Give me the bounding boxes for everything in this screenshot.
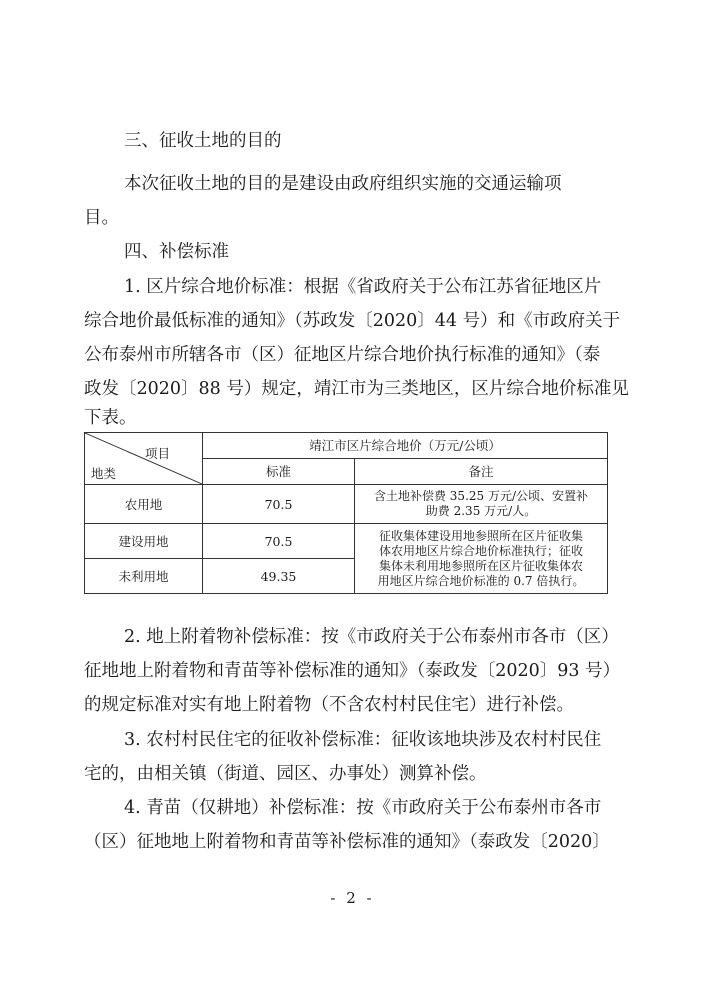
table-header-note: 备注	[355, 459, 608, 485]
item-3-line-1: 3. 农村村民住宅的征收补偿标准：征收该地块涉及农村村民住	[124, 730, 602, 750]
table-row	[85, 524, 608, 559]
row-note-shared	[355, 524, 608, 594]
item-1-line-3: 公布泰州市所辖各市（区）征地区片综合地价执行标准的通知》（泰	[84, 345, 601, 365]
row-value-farmland: 70.5	[203, 485, 355, 524]
note-line: 助费 2.35 万元/人。	[425, 504, 537, 518]
page-number: - 2 -	[330, 889, 375, 907]
table-header-standard: 标准	[203, 459, 355, 485]
section-4-heading: 四、补偿标准	[124, 242, 229, 262]
item-3-line-2: 宅的，由相关镇（街道、园区、办事处）测算补偿。	[84, 764, 487, 784]
note-line: 集体未利用地参照所在区片征收集体农	[378, 558, 583, 573]
corner-label-kind: 地类	[91, 466, 117, 481]
row-kind-farmland: 农用地	[85, 485, 203, 524]
row-value-construction: 70.5	[203, 524, 355, 559]
note-line: 体农用地区片综合地价标准执行；征收	[378, 543, 583, 558]
note-line: 征收集体建设用地参照所在区片征收集	[378, 528, 583, 543]
section-3-heading: 三、征收土地的目的	[124, 131, 282, 151]
item-2-line-3: 的规定标准对实有地上附着物（不含农村村民住宅）进行补偿。	[84, 695, 574, 715]
table-row	[85, 485, 608, 524]
section-3-paragraph-line-2: 目。	[84, 208, 119, 228]
corner-label-item: 项目	[145, 446, 171, 461]
item-4-line-2: （区）征地地上附着物和青苗等补偿标准的通知》（泰政发〔2020〕	[84, 832, 610, 852]
item-2-line-1: 2. 地上附着物补偿标准：按《市政府关于公布泰州市各市（区）	[124, 627, 619, 647]
note-line: 含土地补偿费 35.25 万元/公顷、安置补	[373, 489, 589, 503]
item-1-line-4: 政发〔2020〕88 号）规定，靖江市为三类地区，区片综合地价标准见	[84, 379, 629, 399]
row-note-farmland	[355, 485, 608, 524]
item-4-line-1: 4. 青苗（仅耕地）补偿标准：按《市政府关于公布泰州市各市	[124, 798, 602, 818]
table-group-header: 靖江市区片综合地价（万元/公顷）	[203, 433, 608, 459]
row-kind-construction: 建设用地	[85, 524, 203, 559]
note-line: 用地区片综合地价标准的 0.7 倍执行。	[377, 573, 585, 588]
land-price-table	[84, 432, 608, 594]
item-1-line-2: 综合地价最低标准的通知》（苏政发〔2020〕44 号）和《市政府关于	[84, 311, 621, 331]
item-1-line-5: 下表。	[84, 408, 137, 428]
item-1-line-1: 1. 区片综合地价标准：根据《省政府关于公布江苏省征地区片	[124, 277, 602, 297]
row-value-unused: 49.35	[203, 559, 355, 594]
table-corner-cell	[85, 433, 203, 485]
section-3-paragraph-line-1: 本次征收土地的目的是建设由政府组织实施的交通运输项	[124, 174, 562, 194]
row-kind-unused: 未利用地	[85, 559, 203, 594]
item-2-line-2: 征地地上附着物和青苗等补偿标准的通知》（泰政发〔2020〕93 号）	[84, 661, 621, 681]
